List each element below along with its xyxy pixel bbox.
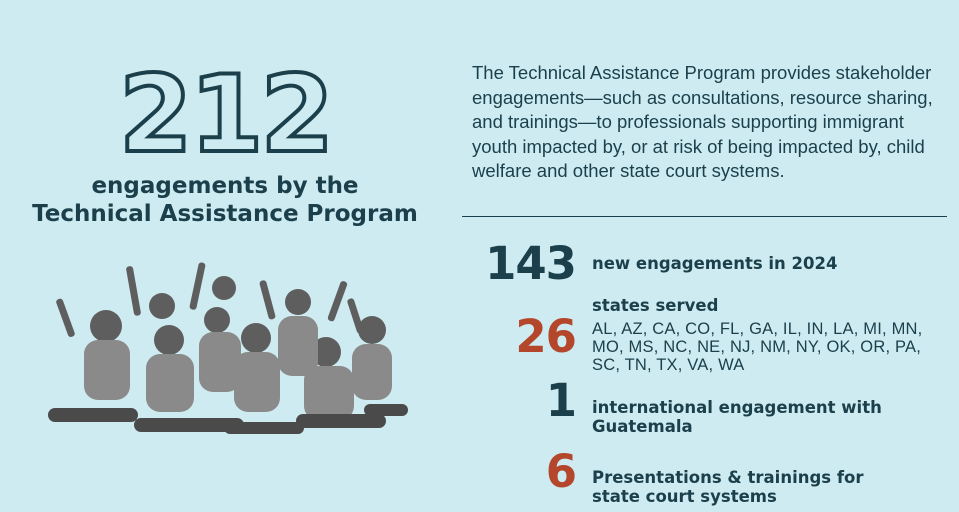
caption-line-2: Technical Assistance Program (32, 201, 418, 227)
stat-presentations-label: Presentations & trainings for state court systems (592, 468, 864, 506)
stat-new-engagements-label: new engagements in 2024 (592, 254, 838, 273)
stat-presentations-number: 6 (545, 445, 576, 498)
stat-states-label: states served (592, 296, 719, 315)
stat-new-engagements-number: 143 (485, 237, 576, 290)
stat-international-number: 1 (545, 374, 576, 427)
engagements-total: 212 (118, 53, 332, 176)
engagements-caption (0, 172, 450, 228)
section-divider (462, 216, 947, 217)
program-description: The Technical Assistance Program provides stakeholder engagements—such as consultations, resource sharing, and trainings—to professionals supporting immigrant youth impacted by, or at risk of being impacted by, child welfare and other state court systems. (472, 62, 933, 181)
stat-states-number: 26 (515, 310, 576, 363)
caption-line-1: engagements by the (91, 173, 359, 199)
stat-international-label: international engagement with Guatemala (592, 398, 882, 436)
children-group-photo (34, 258, 414, 448)
states-list: AL, AZ, CA, CO, FL, GA, IL, IN, LA, MI, MN, MO, MS, NC, NE, NJ, NM, NY, OK, OR, PA, SC, TN, TX, VA, WA (592, 320, 923, 374)
